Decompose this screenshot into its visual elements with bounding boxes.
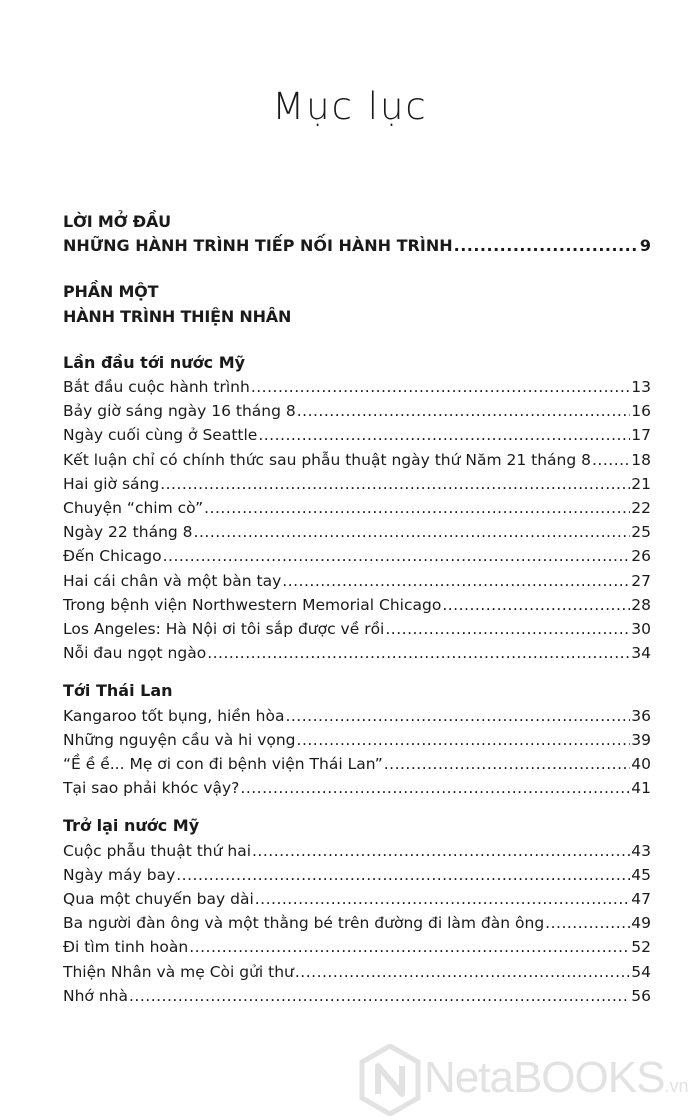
page-title: Mục lục [272,85,428,128]
chapter-block [63,814,651,1008]
toc-entry[interactable] [63,704,651,728]
entry-page: 13 [631,378,651,397]
entry-title: Hai giờ sáng [63,474,160,493]
dot-leader [176,863,630,887]
entry-title: Qua một chuyến bay dài [63,890,254,909]
dot-leader [297,728,631,752]
entry-title: Hai cái chân và một bàn tay [63,571,282,590]
toc-entry[interactable] [63,752,651,776]
entry-title: Bắt đầu cuộc hành trình [63,378,250,397]
section-part-one [63,280,651,328]
entry-page: 52 [631,938,651,957]
entry-page: 28 [631,595,651,614]
chapter-title: Lần đầu tới nước Mỹ [63,352,246,372]
dot-leader [592,448,630,472]
dot-leader [189,935,630,959]
section-subheading: HÀNH TRÌNH THIỆN NHÂN [63,306,292,326]
entry-title: Tại sao phải khóc vậy? [63,779,240,798]
toc-entry[interactable] [63,593,651,617]
entry-title: Những nguyện cầu và hi vọng [63,730,296,749]
watermark-brand: NetaBOOKS [424,1053,665,1102]
chapter-block [63,351,651,666]
dot-leader [129,984,630,1008]
entry-page: 40 [631,755,651,774]
entry-title: Nhớ nhà [63,986,128,1005]
dot-leader [251,375,630,399]
toc-entry[interactable] [63,496,651,520]
entry-page: 27 [631,571,651,590]
dot-leader [295,960,630,984]
toc-entry[interactable] [63,520,651,544]
chapter-title: Tới Thái Lan [63,681,173,701]
chapter-list [63,329,651,1008]
table-of-contents [63,210,651,1008]
toc-entry[interactable] [63,776,651,800]
entry-title: Đến Chicago [63,547,162,566]
toc-entry[interactable] [63,423,651,447]
dot-leader [384,752,631,776]
entry-title: Thiện Nhân và mẹ Còi gửi thư [63,962,294,981]
entry-page: 45 [631,865,651,884]
entry-title: Đi tìm tinh hoàn [63,938,189,957]
entry-page: 17 [631,426,651,445]
section-heading: PHẦN MỘT [63,282,159,302]
entry-page: 26 [631,547,651,566]
entry-page: 39 [631,730,651,749]
toc-entry[interactable] [63,569,651,593]
entry-title: Kangaroo tốt bụng, hiền hòa [63,706,285,725]
toc-entry[interactable] [63,984,651,1008]
entry-page: 18 [631,450,651,469]
dot-leader [255,887,631,911]
entry-page: 30 [631,620,651,639]
dot-leader [160,472,630,496]
watermark [356,1038,700,1120]
toc-entry[interactable] [63,544,651,568]
entry-page: 43 [631,841,651,860]
dot-leader [207,641,630,665]
dot-leader [163,544,631,568]
toc-entry[interactable] [63,863,651,887]
dot-leader [240,776,630,800]
netabooks-logo-icon [358,1044,422,1116]
toc-entry[interactable] [63,234,651,258]
entry-title: Ngày 22 tháng 8 [63,523,193,542]
section-preface [63,210,651,258]
entry-page: 25 [631,523,651,542]
entry-page: 49 [631,914,651,933]
toc-entry[interactable] [63,375,651,399]
dot-leader [285,704,630,728]
dot-leader [194,520,631,544]
section-heading: LỜI MỞ ĐẦU [63,212,171,231]
entry-page: 54 [631,962,651,981]
toc-entry[interactable] [63,617,651,641]
toc-entry[interactable] [63,448,651,472]
dot-leader [252,839,630,863]
entry-page: 9 [639,236,651,256]
entry-title: Bảy giờ sáng ngày 16 tháng 8 [63,402,296,421]
dot-leader [282,569,630,593]
entry-title: Nỗi đau ngọt ngào [63,644,207,663]
toc-entry[interactable] [63,839,651,863]
toc-entry[interactable] [63,399,651,423]
dot-leader [454,234,639,258]
entry-title: Chuyện “chim cò” [63,499,204,518]
chapter-title: Trở lại nước Mỹ [63,816,200,836]
toc-entry[interactable] [63,472,651,496]
toc-entry[interactable] [63,960,651,984]
toc-entry[interactable] [63,935,651,959]
entry-title: Cuộc phẫu thuật thứ hai [63,841,251,860]
entry-page: 21 [631,474,651,493]
entry-title: NHỮNG HÀNH TRÌNH TIẾP NỐI HÀNH TRÌNH [63,236,453,256]
dot-leader [442,593,630,617]
toc-entry[interactable] [63,728,651,752]
dot-leader [385,617,630,641]
dot-leader [297,399,631,423]
dot-leader [545,911,630,935]
entry-title: Trong bệnh viện Northwestern Memorial Chicago [63,595,442,614]
dot-leader [204,496,630,520]
watermark-text [424,1050,688,1114]
entry-page: 47 [631,890,651,909]
entry-title: “Ề ề ề... Mẹ ơi con đi bệnh viện Thái Lan” [63,755,383,774]
entry-page: 41 [631,779,651,798]
entry-page: 34 [631,644,651,663]
entry-page: 16 [631,402,651,421]
entry-title: Ba người đàn ông và một thằng bé trên đường đi làm đàn ông [63,914,545,933]
toc-entry[interactable] [63,911,651,935]
entry-page: 36 [631,706,651,725]
entry-title: Ngày cuối cùng ở Seattle [63,426,258,445]
toc-entry[interactable] [63,887,651,911]
entry-title: Ngày máy bay [63,865,176,884]
toc-entry[interactable] [63,641,651,665]
entry-page: 56 [631,986,651,1005]
entry-title: Los Angeles: Hà Nội ơi tôi sắp được về rồi [63,620,385,639]
chapter-block [63,679,651,800]
watermark-suffix: .vn [664,1076,689,1096]
dot-leader [258,423,630,447]
entry-title: Kết luận chỉ có chính thức sau phẫu thuật ngày thứ Năm 21 tháng 8 [63,450,591,469]
entry-page: 22 [631,499,651,518]
